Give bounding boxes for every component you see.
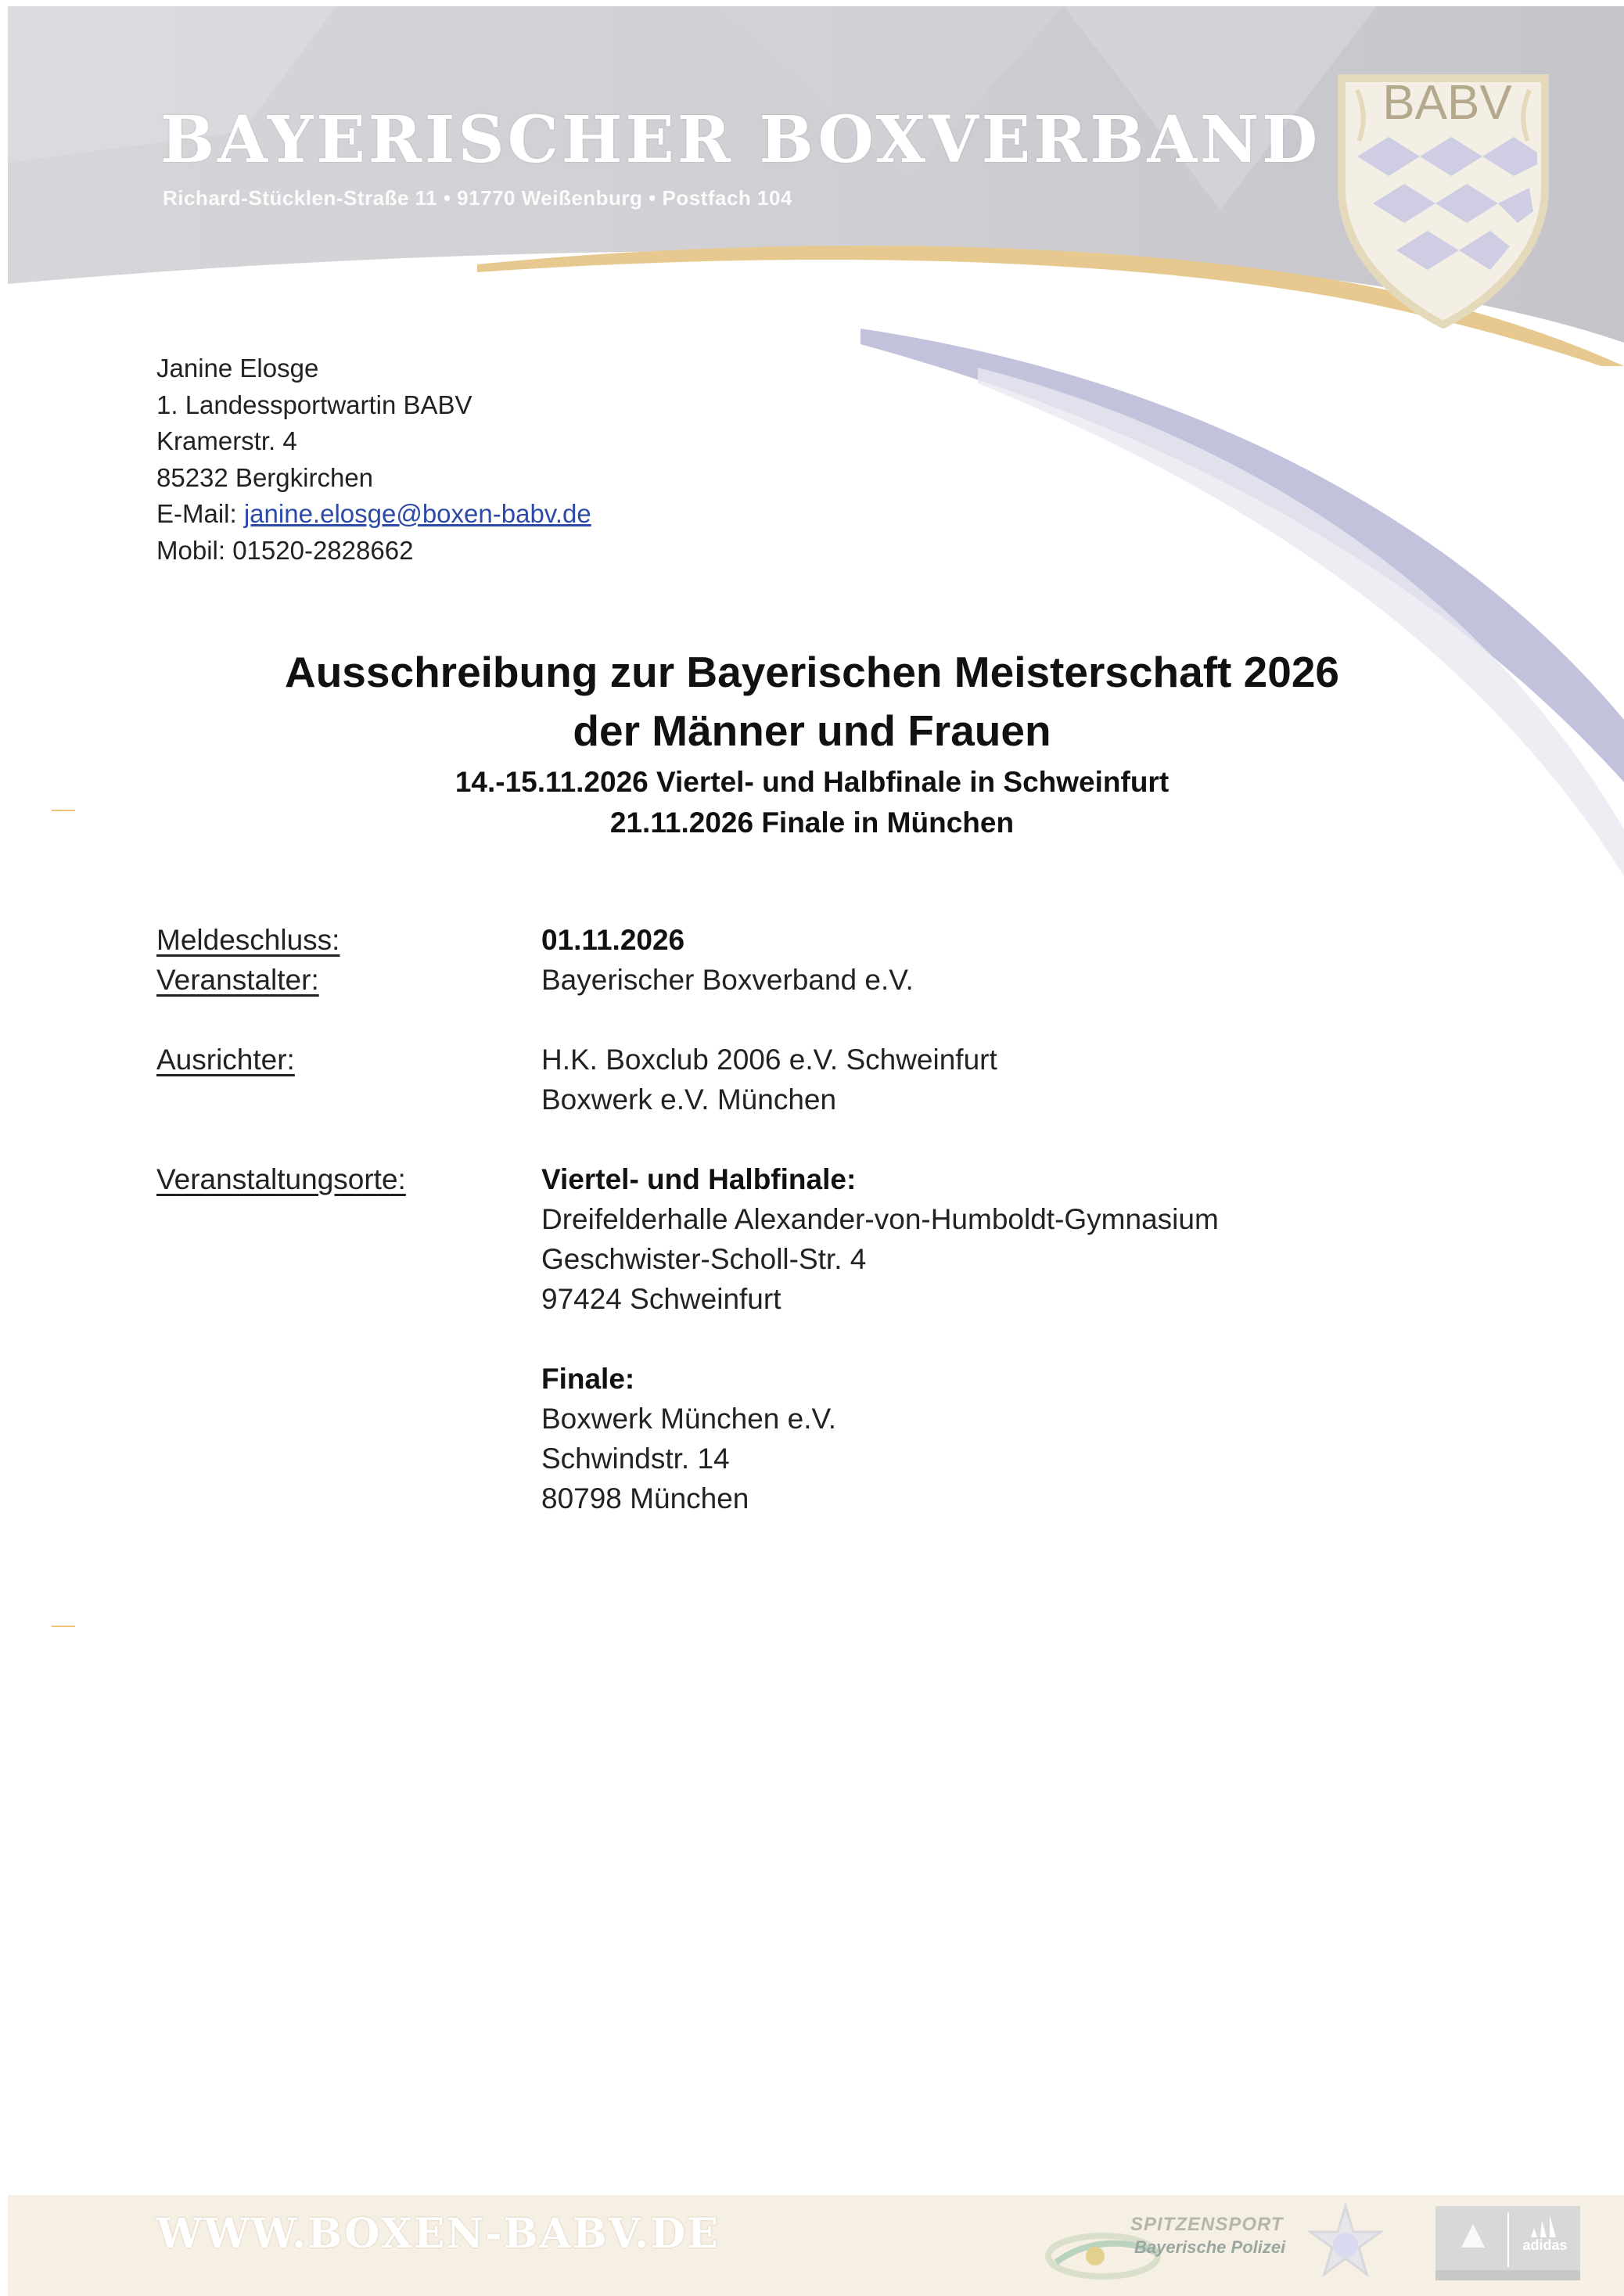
footer-website: WWW.BOXEN-BABV.DE [156, 2210, 720, 2258]
sponsor-line-2: Bayerische Polizei [1134, 2237, 1286, 2257]
meldeschluss-value: 01.11.2026 [541, 924, 685, 956]
ausrichter-line: Boxwerk e.V. München [541, 1083, 837, 1116]
venue-line: Dreifelderhalle Alexander-von-Humboldt-Gymnasium [541, 1203, 1219, 1235]
sender-city: 85232 Bergkirchen [156, 462, 374, 492]
sponsor-emblem-icon [1457, 2220, 1489, 2251]
sender-street: Kramerstr. 4 [156, 426, 297, 455]
sender-email-line: E-Mail: janine.elosge@boxen-babv.de [156, 499, 591, 528]
venue-line: 80798 München [541, 1482, 749, 1514]
organization-name: BAYERISCHER BOXVERBAND [160, 102, 1321, 178]
title-line-2: der Männer und Frauen [573, 706, 1051, 755]
veranstalter-label: Veranstalter: [156, 964, 319, 996]
document-title-block [0, 643, 1624, 843]
organization-address: Richard-Stücklen-Straße 11 • 91770 Weißenburg • Postfach 104 [163, 186, 792, 210]
crest-text: BABV [1382, 76, 1512, 130]
email-link[interactable]: janine.elosge@boxen-babv.de [243, 499, 591, 528]
venue-viertel-halbfinale [541, 1159, 1219, 1319]
venue-heading: Finale: [541, 1363, 635, 1395]
venue-line: Geschwister-Scholl-Str. 4 [541, 1243, 867, 1275]
venue-line: 97424 Schweinfurt [541, 1283, 781, 1315]
subtitle-dates-2: 21.11.2026 Finale in München [609, 807, 1015, 839]
ausrichter-line: H.K. Boxclub 2006 e.V. Schweinfurt [541, 1044, 997, 1076]
brand-name: adidas [1522, 2237, 1568, 2253]
meldeschluss-label: Meldeschluss: [156, 924, 340, 956]
sender-mobile: Mobil: 01520-2828662 [156, 535, 414, 565]
subtitle-dates-1: 14.-15.11.2026 Viertel- und Halbfinale in Schweinfurt [455, 766, 1169, 798]
sender-address-block [156, 350, 591, 569]
sponsor-line-1: SPITZENSPORT [1130, 2214, 1284, 2235]
veranstalter-value: Bayerischer Boxverband e.V. [541, 964, 914, 996]
venue-line: Boxwerk München e.V. [541, 1403, 837, 1435]
sender-role: 1. Landessportwartin BABV [156, 390, 472, 419]
veranstaltungsorte-label: Veranstaltungsorte: [156, 1163, 406, 1195]
venue-heading: Viertel- und Halbfinale: [541, 1163, 857, 1195]
sponsor-bar [1435, 2270, 1580, 2280]
venue-finale [541, 1359, 836, 1518]
fold-mark [52, 1626, 75, 1627]
ausrichter-label: Ausrichter: [156, 1044, 295, 1076]
ausrichter-values [541, 1040, 997, 1119]
venue-line: Schwindstr. 14 [541, 1443, 730, 1475]
police-star-icon [1302, 2202, 1389, 2288]
title-line-1: Ausschreibung zur Bayerischen Meisterschaft 2026 [284, 648, 1339, 696]
sponsor-logo-box [1435, 2206, 1580, 2280]
adidas-stripes-icon [1528, 2215, 1562, 2237]
sender-name: Janine Elosge [156, 354, 319, 383]
sponsor-divider [1507, 2212, 1509, 2267]
